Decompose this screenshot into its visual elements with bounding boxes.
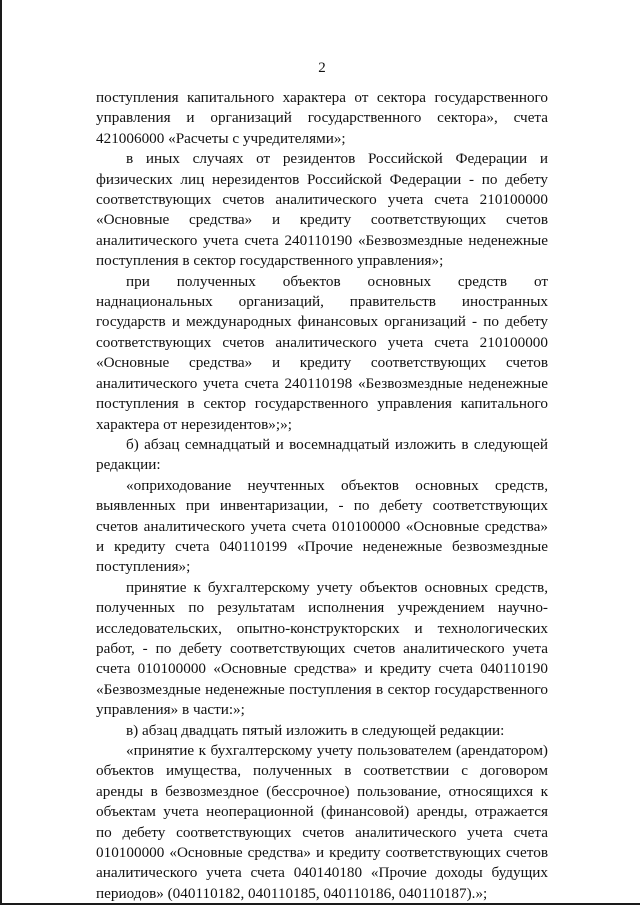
paragraph: при полученных объектов основных средств от наднациональных организаций, правительств иностранных государств и международных финансовых организаций - по дебету соответствующих счетов аналитического учета счета 210100000 «Основные средства» и кредиту соответствующих счетов аналитического учета счета 240110198 «Безвозмездные неденежные поступления в сектор государственного управления капитального характера от нерезидентов»;»;: [96, 272, 548, 433]
paragraph: в) абзац двадцать пятый изложить в следующей редакции:: [126, 721, 505, 739]
paragraph: «принятие к бухгалтерскому учету пользователем (арендатором) объектов имущества, полученных в соответствии с договором аренды в безвозмездное (бессрочное) пользование, относящихся к объектам учета неоперационной (финансовой) аренды, отражается по дебету соответствующих счетов аналитического учета счета 010100000 «Основные средства» и кредиту соответствующих счетов аналитического учета счета 040140180 «Прочие доходы будущих периодов» (040110182, 040110185, 040110186, 040110187).»;: [96, 742, 548, 902]
paragraph: в иных случаях от резидентов Российской Федерации и физических лиц нерезидентов Российской Федерации - по дебету соответствующих счетов аналитического учета счета 210100000 «Основные средства» и кредиту соответствующих счетов аналитического учета счета 240110190 «Безвозмездные неденежные поступления в сектор государственного управления»;: [96, 150, 548, 270]
paragraph: «оприходование неучтенных объектов основных средств, выявленных при инвентаризации, - по дебету соответствующих счетов аналитического учета счета 010100000 «Основные средства» и кредиту счета 040110199 «Прочие неденежные безвозмездные поступления»;: [96, 476, 548, 576]
paragraph: принятие к бухгалтерскому учету объектов основных средств, полученных по результатам исполнения учреждением научно-исследовательских, опытно-конструкторских и технологических работ, - по дебету соответствующих счетов аналитического учета счета 010100000 «Основные средства» и кредиту счета 040110190 «Безвозмездные неденежные поступления в сектор государственного управления» в части:»;: [96, 578, 548, 719]
paragraph: б) абзац семнадцатый и восемнадцатый изложить в следующей редакции:: [96, 435, 548, 474]
document-body: [96, 88, 548, 904]
paragraph: поступления капитального характера от сектора государственного управления и организаций государственного сектора», счета 421006000 «Расчеты с учредителями»;: [96, 89, 548, 147]
page-number: 2: [318, 60, 326, 76]
